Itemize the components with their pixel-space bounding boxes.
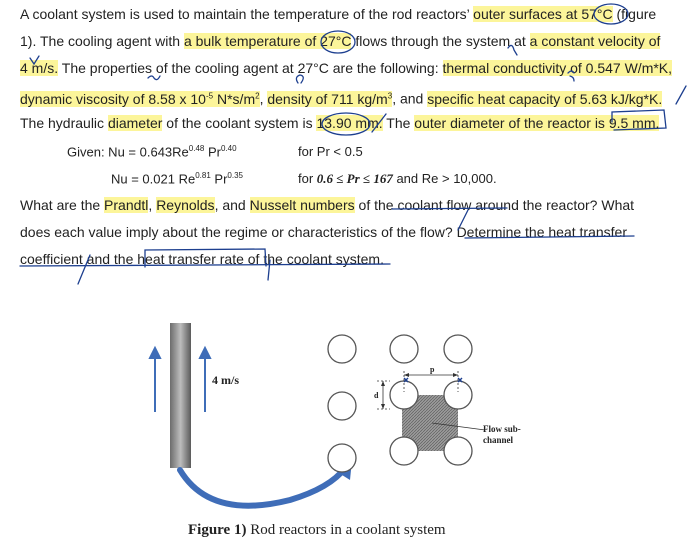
pointer-arrow <box>180 468 345 506</box>
rod-circle <box>328 392 356 420</box>
pen-mark <box>458 378 462 382</box>
highlight-velocity-value: 4 m/s. <box>20 60 59 76</box>
rod-circle <box>328 444 356 472</box>
caption-text: Rod reactors in a coolant system <box>246 522 446 538</box>
highlight-hydraulic-diameter: 13.90 mm. <box>316 115 383 131</box>
figure-caption <box>188 522 446 539</box>
text: The hydraulic <box>20 115 105 131</box>
exponent: -5 <box>205 91 214 100</box>
text: The properties of the cooling agent at 27°C are the following: <box>61 60 439 76</box>
exponent: 0.40 <box>220 144 237 153</box>
text: channel <box>483 435 514 445</box>
rod-circle <box>444 335 472 363</box>
highlight-heat-capacity: specific heat capacity of 5.63 kJ/kg*K. <box>427 90 663 107</box>
text: flows through the system at <box>355 33 526 49</box>
pen-mark <box>404 378 408 382</box>
exponent: 3 <box>387 91 393 100</box>
problem-line-1 <box>20 1 685 28</box>
rod-circle <box>390 437 418 465</box>
question-line-1: What are the Prandtl, Reynolds, and Nusselt numbers of the coolant flow around the reactor? What <box>20 197 635 213</box>
text: density of 711 kg/m <box>267 90 388 107</box>
problem-line-2 <box>20 28 685 55</box>
text: Nu = 0.021 Re <box>111 171 196 187</box>
text: The <box>386 115 411 131</box>
highlight-density <box>267 91 392 107</box>
text: of the coolant flow around the reactor? What <box>358 197 635 213</box>
text: 1). The cooling agent with <box>20 33 181 49</box>
highlight-surface-temp: outer surfaces at 57°C <box>473 6 613 22</box>
rod-circle <box>444 437 472 465</box>
pr-range: 0.6 ≤ Pr ≤ 167 <box>316 171 393 186</box>
velocity-label: 4 m/s <box>212 373 239 387</box>
subchannel-leader <box>432 423 485 430</box>
given-equation-1 <box>67 144 237 159</box>
highlight-prandtl: Prandtl <box>104 197 149 213</box>
text: for <box>298 171 314 186</box>
exponent: 0.48 <box>188 144 205 153</box>
dim-arrowhead <box>381 381 385 386</box>
arrowhead-left <box>150 348 160 358</box>
rod-circle <box>390 381 418 409</box>
question-line-3 <box>20 246 685 273</box>
problem-line-5 <box>20 110 685 137</box>
rod-circle <box>328 335 356 363</box>
text: What are the <box>20 197 101 213</box>
rod-circle <box>390 335 418 363</box>
pitch-label: p <box>430 365 435 374</box>
text: coefficient and the heat transfer rate of the coolant system. <box>20 251 384 267</box>
condition-1: for Pr < 0.5 <box>298 144 363 159</box>
dim-arrowhead <box>453 373 458 377</box>
highlight-velocity: a constant velocity of <box>529 33 661 49</box>
text: dynamic viscosity of 8.58 x 10 <box>20 90 206 107</box>
text: Determine the heat transfer <box>456 224 627 240</box>
text: Given: Nu = 0.643Re <box>67 144 189 160</box>
text: Pr <box>204 144 221 160</box>
text: of the coolant system is <box>166 115 313 131</box>
highlight-nusselt: Nusselt numbers <box>249 197 355 213</box>
text: N*s/m <box>217 90 256 107</box>
given-equation-2 <box>111 171 243 186</box>
reactor-rod <box>170 323 191 468</box>
text: Flow sub- <box>483 424 521 434</box>
dim-arrowhead <box>381 404 385 409</box>
highlight-viscosity <box>20 91 260 107</box>
text: A coolant system is used to maintain the temperature of the rod reactors’ <box>20 6 470 22</box>
text: (figure <box>616 6 657 22</box>
exponent: 0.81 <box>195 171 211 180</box>
problem-line-3 <box>20 55 685 82</box>
highlight-conductivity: thermal conductivity of 0.547 W/m*K, <box>442 60 673 76</box>
highlight-reynolds: Reynolds <box>156 197 215 213</box>
text: , and <box>392 90 424 107</box>
condition-2 <box>298 171 497 187</box>
highlight-bulk-temp: a bulk temperature of 27°C <box>183 33 352 49</box>
highlight-outer-diameter: outer diameter of the reactor is 9.5 mm. <box>414 115 660 131</box>
subchannel-label <box>483 424 521 446</box>
problem-line-4: dynamic viscosity of 8.58 x $10^{-5}$ $N*s/m^2$, density of 711 $kg/m^3$, and specific heat capacity of 5.63 kJ/kg*K. <box>20 90 663 107</box>
question-line-2 <box>20 219 685 246</box>
text: , and <box>214 197 246 213</box>
exponent: 0.35 <box>227 171 243 180</box>
rod-circle <box>444 381 472 409</box>
exponent: 2 <box>255 91 260 100</box>
text: does each value imply about the regime or characteristics of the flow? <box>20 224 453 240</box>
text: and Re > 10,000. <box>396 171 497 186</box>
dim-arrowhead <box>404 373 409 377</box>
arrowhead-right <box>200 348 210 358</box>
flow-subchannel <box>402 395 458 451</box>
text: Pr <box>210 171 228 187</box>
pointer-arrowhead <box>334 460 352 480</box>
diameter-label: d <box>374 391 379 400</box>
caption-number: Figure 1) <box>188 522 247 538</box>
highlight-diameter: diameter <box>107 115 163 131</box>
